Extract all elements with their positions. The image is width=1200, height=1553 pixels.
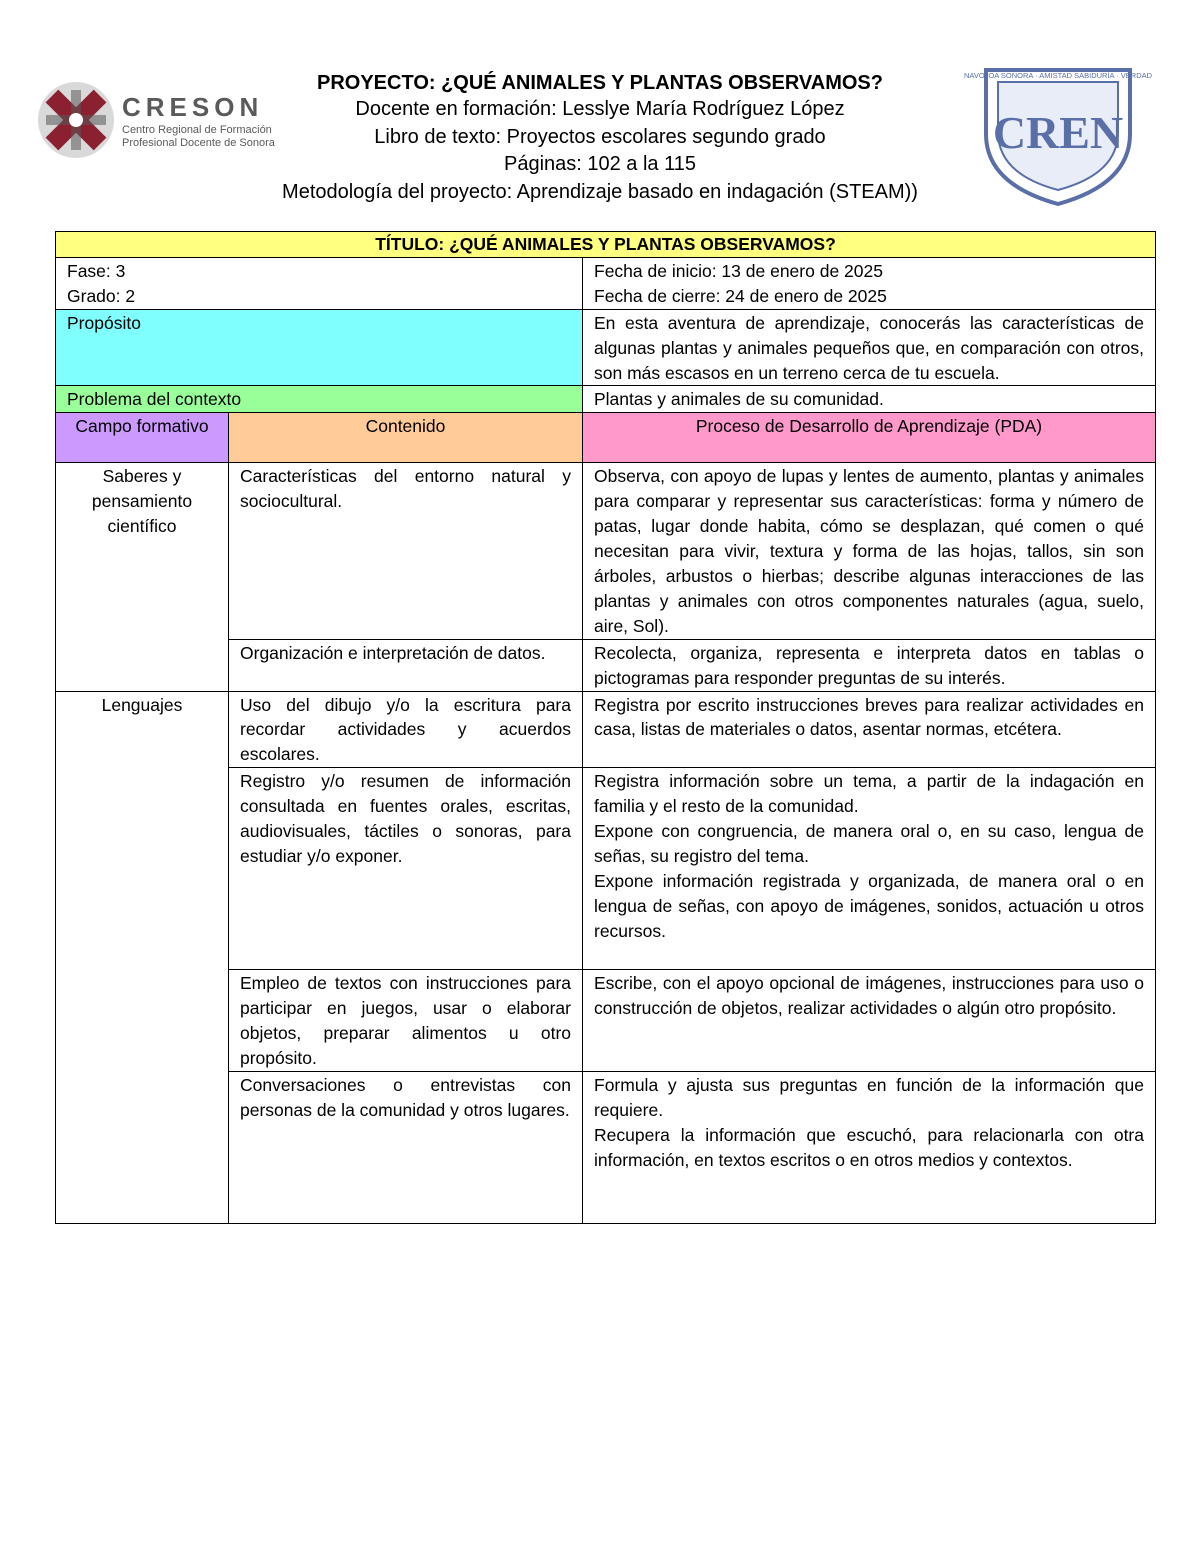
contenido-cell: Organización e interpretación de datos. xyxy=(229,639,583,691)
table-row xyxy=(56,463,1156,639)
contenido-cell: Empleo de textos con instrucciones para participar en juegos, usar o elaborar objetos, preparar alimentos u otro propósito. xyxy=(229,970,583,1072)
dates-cell xyxy=(583,257,1156,309)
end-date: Fecha de cierre: 24 de enero de 2025 xyxy=(594,285,887,306)
purpose-row xyxy=(56,309,1156,386)
pda-paragraph: Expone con congruencia, de manera oral o, en su caso, lengua de señas, su registro del tema. xyxy=(594,821,1144,866)
campo-lenguajes: Lenguajes xyxy=(56,691,229,1223)
pda-cell: Recolecta, organiza, representa e interpreta datos en tablas o pictogramas para responder preguntas de su interés. xyxy=(583,639,1156,691)
pda-cell: Registra por escrito instrucciones breves para realizar actividades en casa, listas de materiales o datos, asentar normas, etcétera. xyxy=(583,691,1156,768)
context-problem-row xyxy=(56,386,1156,413)
column-header-row xyxy=(56,413,1156,463)
pda-paragraph: Registra información sobre un tema, a partir de la indagación en familia y el resto de la comunidad. xyxy=(594,771,1144,817)
phase-grade-cell xyxy=(56,257,583,309)
header-text-block xyxy=(210,70,990,206)
table-title-row xyxy=(56,232,1156,258)
purpose-label: Propósito xyxy=(56,309,583,386)
phase-value: Fase: 3 xyxy=(67,260,126,281)
context-problem-label: Problema del contexto xyxy=(56,386,583,413)
methodology-line: Metodología del proyecto: Aprendizaje basado en indagación (STEAM)) xyxy=(282,180,918,203)
creson-wordmark: CRESON xyxy=(122,92,264,122)
contenido-cell: Conversaciones o entrevistas con personas de la comunidad y otros lugares. xyxy=(229,1071,583,1223)
col-header-contenido: Contenido xyxy=(229,413,583,463)
pda-paragraph: Recupera la información que escuchó, para relacionarla con otra información, en textos escritos o en otros medios y contextos. xyxy=(594,1124,1144,1170)
context-problem-text: Plantas y animales de su comunidad. xyxy=(583,386,1156,413)
pda-cell: Observa, con apoyo de lupas y lentes de aumento, plantas y animales para comparar y representar sus características: forma y número de patas, lugar donde habita, cómo se desplazan, qué comen o qué necesitan para vivir, textura y forma de las hojas, tallos, sin son árboles, arbustos o hierbas; describe algunas interacciones de las plantas y animales con otros componentes naturales (agua, suelo, aire, Sol). xyxy=(583,463,1156,639)
purpose-text: En esta aventura de aprendizaje, conocerás las características de algunas plantas y animales pequeños que, en comparación con otros, son más escasos en un terreno cerca de tu escuela. xyxy=(583,309,1156,386)
teacher-line: Docente en formación: Lesslye María Rodríguez López xyxy=(355,98,845,120)
cren-letters: CREN xyxy=(992,107,1124,158)
cren-logo xyxy=(963,64,1153,208)
phase-dates-row xyxy=(56,257,1156,309)
pda-cell xyxy=(583,1071,1156,1223)
pages-line: Páginas: 102 a la 115 xyxy=(503,153,696,175)
cren-ring-text: NAVOJOA SONORA · AMISTAD SABIDURÍA · VERDAD xyxy=(963,71,1153,80)
cren-shield-icon xyxy=(963,64,1153,208)
creson-subtitle-1: Centro Regional de Formación xyxy=(122,124,272,136)
contenido-cell: Registro y/o resumen de información consultada en fuentes orales, escritas, audiovisuales, táctiles o sonoras, para estudiar y/o exponer. xyxy=(229,768,583,970)
contenido-cell: Uso del dibujo y/o la escritura para recordar actividades y acuerdos escolares. xyxy=(229,691,583,768)
start-date: Fecha de inicio: 13 de enero de 2025 xyxy=(594,260,883,281)
contenido-cell: Características del entorno natural y sociocultural. xyxy=(229,463,583,639)
pda-paragraph: Expone información registrada y organizada, de manera oral o en lengua de señas, con apoyo de imágenes, sonidos, actuación u otros recursos. xyxy=(594,870,1144,941)
creson-subtitle-2: Profesional Docente de Sonora xyxy=(122,137,275,149)
document-header xyxy=(0,0,1200,220)
campo-saberes: Saberes y pensamiento científico xyxy=(56,463,229,691)
textbook-line: Libro de texto: Proyectos escolares segundo grado xyxy=(374,125,826,148)
pda-paragraph: Formula y ajusta sus preguntas en función de la información que requiere. xyxy=(594,1074,1144,1120)
pda-cell: Escribe, con el apoyo opcional de imágenes, instrucciones para uso o construcción de objetos, realizar actividades o algún otro propósito. xyxy=(583,970,1156,1072)
project-title: PROYECTO: ¿QUÉ ANIMALES Y PLANTAS OBSERVAMOS? xyxy=(317,72,883,94)
col-header-campo: Campo formativo xyxy=(56,413,229,463)
table-row xyxy=(56,691,1156,768)
table-title: TÍTULO: ¿QUÉ ANIMALES Y PLANTAS OBSERVAMOS? xyxy=(56,232,1156,258)
project-plan-table xyxy=(55,231,1156,1224)
col-header-pda: Proceso de Desarrollo de Aprendizaje (PDA) xyxy=(583,413,1156,463)
pda-cell xyxy=(583,768,1156,970)
grade-value: Grado: 2 xyxy=(67,285,136,306)
